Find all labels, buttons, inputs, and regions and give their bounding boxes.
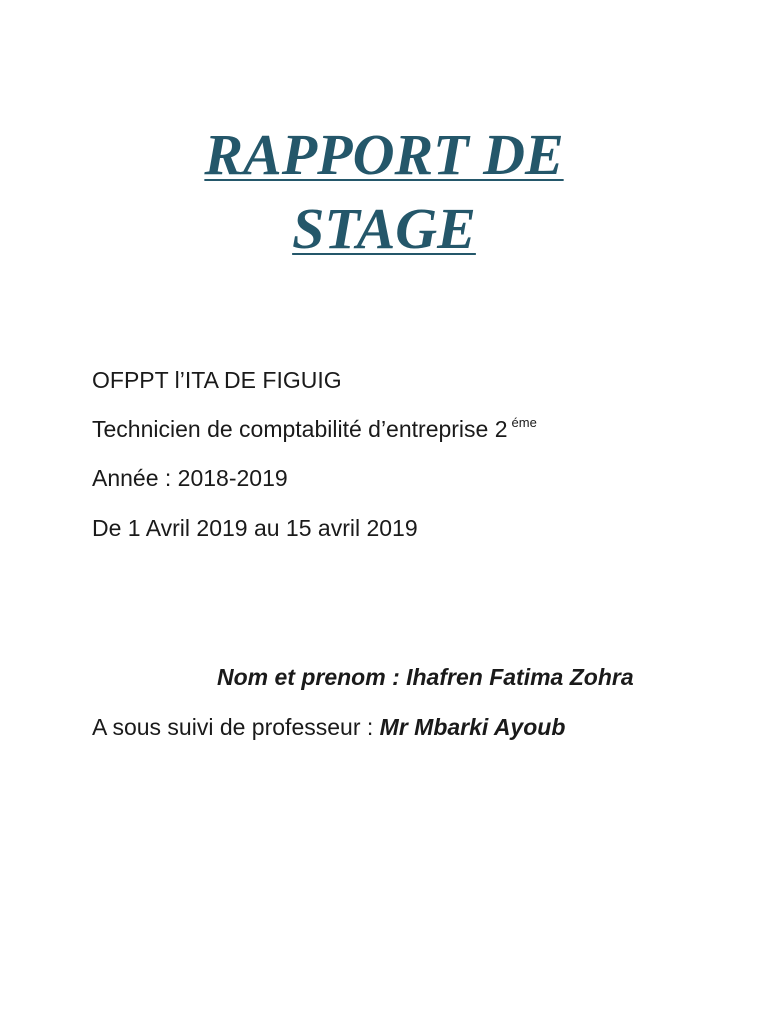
supervisor-line [92, 713, 565, 741]
program-text: Technicien de comptabilité d’entreprise 2 [92, 416, 508, 442]
supervisor-name: Mr Mbarki Ayoub [379, 714, 566, 740]
title-heading-line-2 [0, 192, 768, 266]
school-line: OFPPT l’ITA DE FIGUIG [92, 367, 342, 393]
title-text-line-2: STAGE [292, 196, 476, 261]
title-heading-line-1 [0, 118, 768, 192]
program-line [92, 415, 537, 447]
year-line: Année : 2018-2019 [92, 465, 288, 491]
program-superscript: éme [511, 415, 537, 430]
period-line: De 1 Avril 2019 au 15 avril 2019 [92, 515, 418, 541]
title-text-line-1: RAPPORT DE [204, 122, 564, 187]
student-name-line: Nom et prenom : Ihafren Fatima Zohra [217, 664, 634, 690]
supervisor-label: A sous suivi de professeur : [92, 714, 380, 740]
